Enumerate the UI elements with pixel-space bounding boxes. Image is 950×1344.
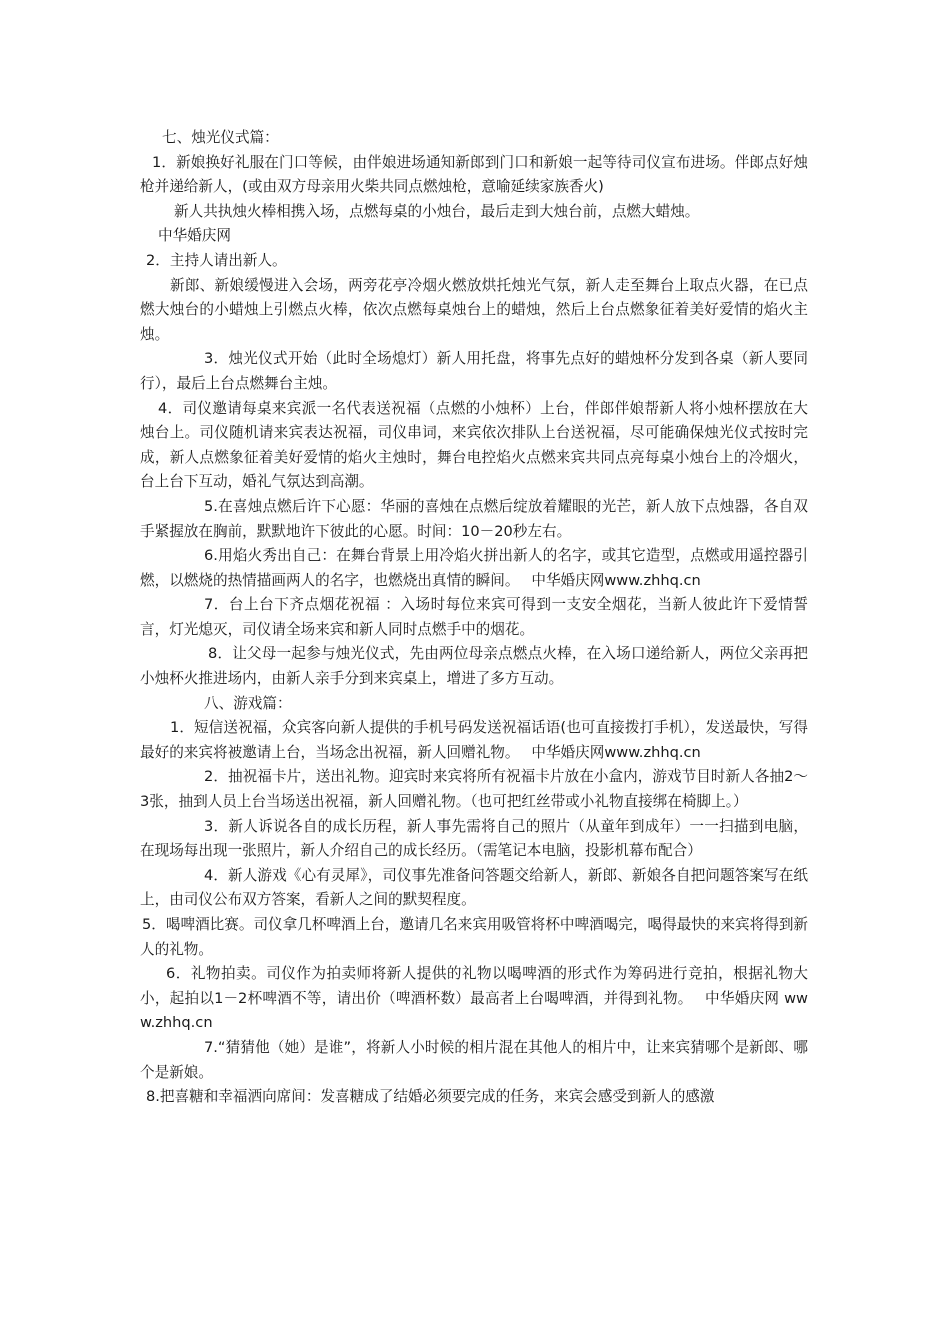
paragraph: 7.“猜猜他（她）是谁”，将新人小时候的相片混在其他人的相片中，让来宾猜哪个是新郎、哪个是新娘。 [140,1038,808,1081]
paragraph: 4．司仪邀请每桌来宾派一名代表送祝福（点燃的小烛杯）上台，伴郎伴娘帮新人将小烛杯摆放在大烛台上。司仪随机请来宾表达祝福，司仪串词，来宾依次排队上台送祝福，尽可能确保烛光仪式按时完成，新人点燃象征着美好爱情的焰火主烛时，舞台电控焰火点燃来宾共同点亮每桌小烛台上的冷烟火，台上台下互动，婚礼气氛达到高潮。 [140,399,808,491]
paragraph: 3．新人诉说各自的成长历程，新人事先需将自己的照片（从童年到成年）一一扫描到电脑，在现场每出现一张照片，新人介绍自己的成长经历。（需笔记本电脑，投影机幕布配合） [140,817,808,860]
paragraph: 4．新人游戏《心有灵犀》，司仪事先准备问答题交给新人，新郎、新娘各自把问题答案写在纸上，由司仪公布双方答案，看新人之间的默契程度。 [140,866,808,909]
section-heading-candle-ceremony: 七、烛光仪式篇： [162,129,279,146]
paragraph: 1．短信送祝福，众宾客向新人提供的手机号码发送祝福话语(也可直接拨打手机），发送最快，写得最好的来宾将被邀请上台，当场念出祝福，新人回赠礼物。 中华婚庆网www.zhhq.cn [140,719,808,761]
document-body [140,126,808,1110]
paragraph: 6.用焰火秀出自己：在舞台背景上用冷焰火拼出新人的名字，或其它造型，点燃或用遥控器引燃，以燃烧的热情描画两人的名字，也燃烧出真情的瞬间。 中华婚庆网www.zhhq.cn [140,547,808,589]
paragraph: 6．礼物拍卖。司仪作为拍卖师将新人提供的礼物以喝啤酒的形式作为筹码进行竞拍，根据礼物大小，起拍以1－2杯啤酒不等，请出价（啤酒杯数）最高者上台喝啤酒，并得到礼物。 中华婚庆网 www.zhhq.cn [140,965,808,1032]
paragraph: 7．台上台下齐点烟花祝福 ：入场时每位来宾可得到一支安全烟花，当新人彼此许下爱情誓言，灯光熄灭，司仪请全场来宾和新人同时点燃手中的烟花。 [140,596,808,638]
paragraph: 新郎、新娘缓慢进入会场，两旁花亭冷烟火燃放烘托烛光气氛，新人走至舞台上取点火器，在已点燃大烛台的小蜡烛上引燃点火棒，依次点燃每桌烛台上的蜡烛，然后上台点燃象征着美好爱情的焰火主烛。 [140,276,808,343]
paragraph: 2．抽祝福卡片，送出礼物。迎宾时来宾将所有祝福卡片放在小盒内，游戏节目时新人各抽2～3张，抽到人员上台当场送出祝福，新人回赠礼物。（也可把红丝带或小礼物直接绑在椅脚上。） [140,768,808,811]
paragraph: 5.在喜烛点燃后许下心愿：华丽的喜烛在点燃后绽放着耀眼的光芒，新人放下点烛器，各自双手紧握放在胸前，默默地许下彼此的心愿。时间：10－20秒左右。 [140,497,808,540]
paragraph: 新人共执烛火棒相携入场，点燃每桌的小烛台，最后走到大烛台前，点燃大蜡烛。 [174,202,700,220]
paragraph: 3．烛光仪式开始（此时全场熄灯）新人用托盘，将事先点好的蜡烛杯分发到各桌（新人要同行），最后上台点燃舞台主烛。 [140,350,808,392]
paragraph: 1．新娘换好礼服在门口等候，由伴娘进场通知新郎到门口和新娘一起等待司仪宣布进场。伴郎点好烛枪并递给新人，(或由双方母亲用火柴共同点燃烛枪，意喻延续家族香火) [140,153,808,196]
paragraph: 8．让父母一起参与烛光仪式，先由两位母亲点燃点火棒，在入场口递给新人，两位父亲再把小烛杯火推进场内，由新人亲手分到来宾桌上，增进了多方互动。 [140,645,808,688]
section-heading-games: 八、游戏篇： [204,694,292,712]
paragraph-watermark-text: 中华婚庆网 [158,227,231,245]
paragraph: 2．主持人请出新人。 [146,251,287,269]
paragraph: 5．喝啤酒比赛。司仪拿几杯啤酒上台，邀请几名来宾用吸管将杯中啤酒喝完，喝得最快的来宾将得到新人的礼物。 [140,916,809,958]
paragraph: 8.把喜糖和幸福洒向席间：发喜糖成了结婚必须要完成的任务，来宾会感受到新人的感激 [146,1088,715,1106]
